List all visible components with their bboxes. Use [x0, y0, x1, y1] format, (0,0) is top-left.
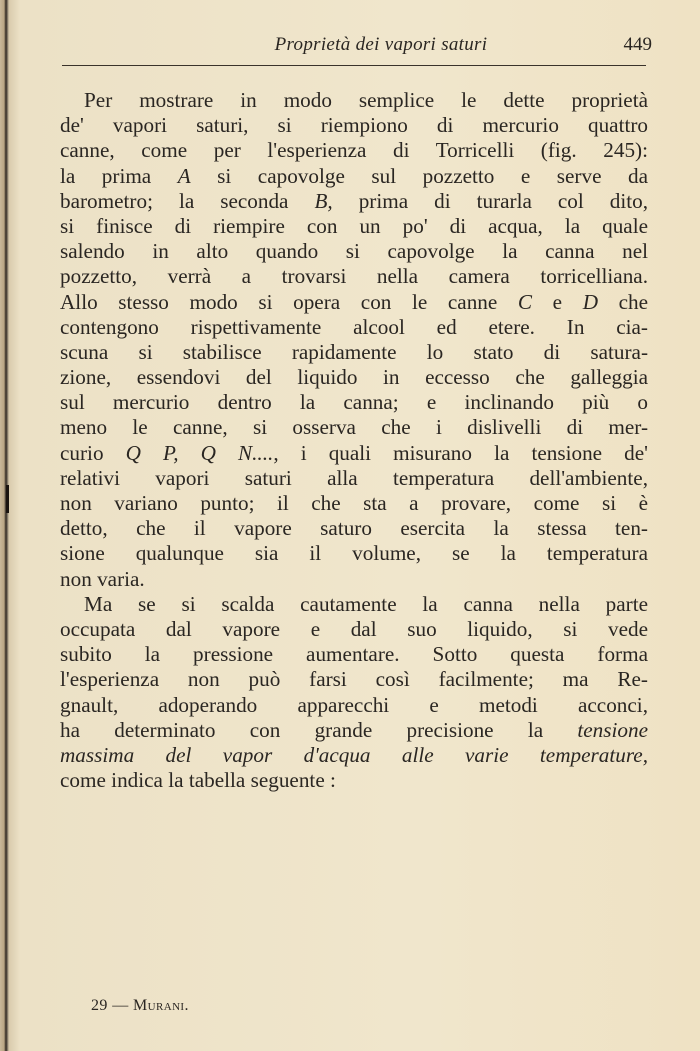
text-line: come indica la tabella seguente :: [60, 768, 336, 793]
text-line: scuna si stabilisce rapidamente lo stato di satura-: [60, 339, 648, 364]
signature-dash: —: [112, 997, 129, 1014]
italic-text: massima del vapor d'acqua alle varie temperature,: [60, 742, 648, 767]
text-line: relativi vapori saturi alla temperatura dell'ambiente,: [60, 465, 648, 490]
author-name: Murani.: [133, 997, 189, 1014]
text-line: ha determinato con grande precisione la tensione: [60, 717, 648, 742]
italic-text: Q P, Q N....: [125, 440, 274, 465]
text-line: pozzetto, verrà a trovarsi nella camera torricelliana.: [60, 264, 648, 289]
text-line: salendo in alto quando si capovolge la canna nel: [60, 239, 648, 264]
text-line: meno le canne, si osserva che i dislivelli di mer-: [60, 415, 648, 440]
text-line: zione, essendovi del liquido in eccesso che galleggia: [60, 365, 648, 390]
text-line: non varia.: [60, 566, 145, 591]
text-line: Allo stesso modo si opera con le canne C e D che: [60, 289, 649, 314]
text-line: occupata dal vapore e dal suo liquido, si vede: [60, 616, 648, 641]
text-line: sione qualunque sia il volume, se la temperatura: [60, 541, 648, 566]
italic-text: B,: [314, 188, 333, 213]
text-line: Per mostrare in modo semplice le dette proprietà: [84, 88, 648, 112]
page-number: 449: [623, 34, 652, 55]
text-line: l'esperienza non può farsi così facilmente; ma Re-: [60, 667, 648, 692]
text-line: la prima A si capovolge sul pozzetto e serve da: [60, 163, 648, 188]
running-header: [60, 34, 652, 64]
body-text: [60, 88, 648, 793]
text-line: canne, come per l'esperienza di Torricelli (fig. 245):: [60, 138, 648, 163]
italic-text: tensione: [577, 717, 648, 742]
text-line: contengono rispettivamente alcool ed etere. In cia-: [60, 314, 648, 339]
text-line: barometro; la seconda B, prima di turarla col dito,: [60, 188, 648, 213]
running-title: Proprietà dei vapori saturi: [274, 34, 488, 55]
text-line: [60, 743, 648, 768]
text-line: si finisce di riempire con un po' di acqua, la quale: [60, 213, 648, 238]
text-line: sul mercurio dentro la canna; e inclinando più o: [60, 390, 648, 415]
paragraph: [60, 592, 648, 794]
italic-text: C: [517, 289, 533, 314]
header-rule: [62, 65, 646, 66]
text-line: subito la pressione aumentare. Sotto questa forma: [60, 642, 648, 667]
signature-number: 29: [91, 997, 108, 1014]
text-line: detto, che il vapore saturo esercita la stessa ten-: [60, 516, 648, 541]
paragraph: [60, 88, 648, 592]
spine-shadow: [6, 485, 9, 513]
text-line: curio Q P, Q N...., i quali misurano la tensione de': [60, 440, 648, 465]
italic-text: D: [582, 289, 598, 314]
text-line: gnault, adoperando apparecchi e metodi acconci,: [60, 692, 648, 717]
italic-text: A: [177, 163, 191, 188]
text-line: Ma se si scalda cautamente la canna nella parte: [84, 591, 648, 616]
text-line: de' vapori saturi, si riempiono di mercurio quattro: [60, 113, 648, 138]
text-line: non variano punto; il che sta a provare, come si è: [60, 491, 648, 515]
signature-footer: [91, 997, 189, 1015]
